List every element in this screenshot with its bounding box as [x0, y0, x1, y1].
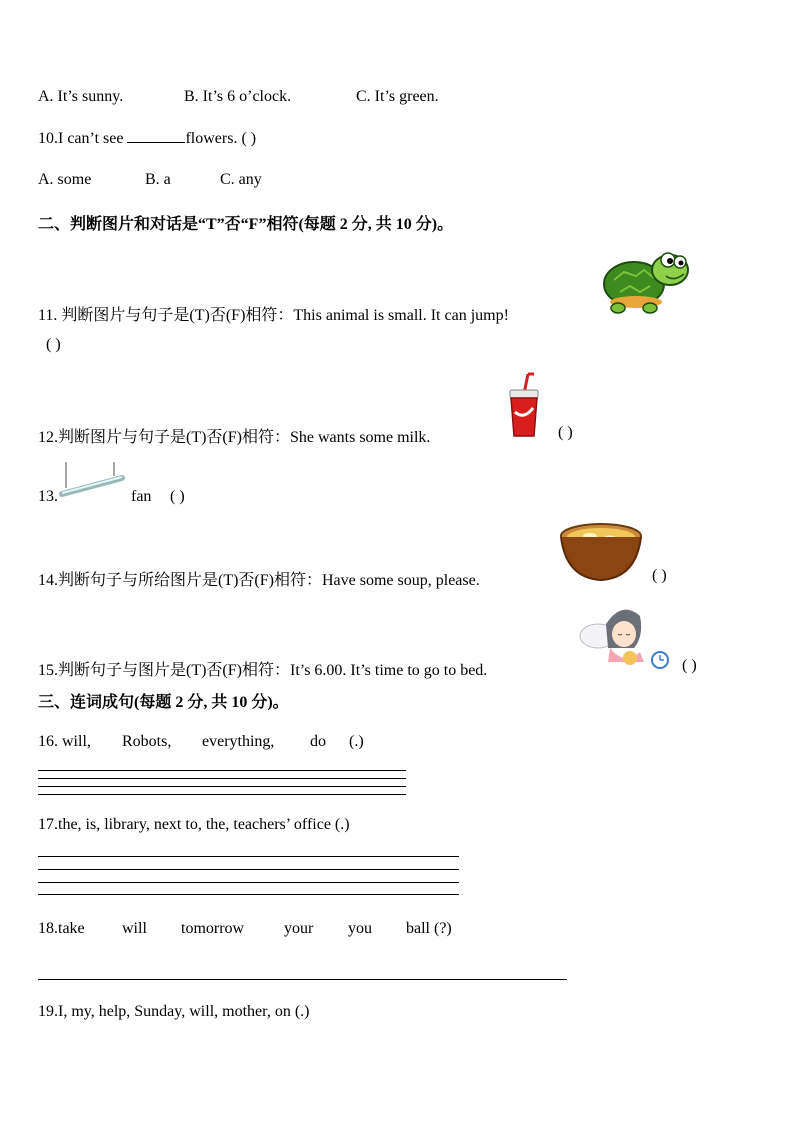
q16-word: Robots,	[122, 733, 172, 750]
q9-option-a: A. It’s sunny.	[38, 88, 124, 105]
girl-alarm-clock-icon	[578, 596, 672, 674]
q17-answer-line[interactable]	[38, 882, 459, 883]
q18-word: your	[284, 920, 314, 937]
q19-text: 19.I, my, help, Sunday, will, mother, on (.)	[38, 1003, 310, 1020]
q13-answer-paren[interactable]: ( )	[170, 488, 185, 505]
q17-answer-line[interactable]	[38, 869, 459, 870]
q10-prefix: 10.I can’t see	[38, 130, 128, 147]
section2-heading: 二、判断图片和对话是“T”否“F”相符(每题 2 分, 共 10 分)。	[38, 216, 454, 233]
q17-answer-line[interactable]	[38, 856, 459, 857]
q12-answer-paren[interactable]: ( )	[558, 424, 573, 441]
q16-answer-line[interactable]	[38, 794, 406, 795]
q9-option-c: C. It’s green.	[356, 88, 439, 105]
q17-text: 17.the, is, library, next to, the, teachers’ office (.)	[38, 816, 350, 833]
soup-bowl-icon	[558, 520, 644, 582]
q18-word: ball (?)	[406, 920, 452, 937]
q15-answer-paren[interactable]: ( )	[682, 657, 697, 674]
q16-word: (.)	[349, 733, 364, 750]
q18-word: tomorrow	[181, 920, 245, 937]
q10-blank[interactable]	[127, 130, 185, 143]
q10-option-b: B. a	[145, 171, 171, 188]
q18-word: 18.take	[38, 920, 85, 937]
q10-option-c: C. any	[220, 171, 262, 188]
q16-word: everything,	[202, 733, 275, 750]
q16-answer-line[interactable]	[38, 770, 406, 771]
q18-word: you	[348, 920, 372, 937]
q12-text: 12.判断图片与句子是(T)否(F)相符：She wants some milk.	[38, 429, 431, 446]
q13-word: fan	[131, 488, 152, 505]
q10-suffix: flowers. ( )	[185, 130, 257, 147]
q13-number: 13.	[38, 488, 58, 505]
q10-option-a: A. some	[38, 171, 92, 188]
q11-text: 11. 判断图片与句子是(T)否(F)相符：This animal is small. It can jump!	[38, 307, 509, 324]
q16-word: do	[310, 733, 326, 750]
q18-answer-line[interactable]	[38, 979, 567, 980]
section3-heading: 三、连词成句(每题 2 分, 共 10 分)。	[38, 694, 289, 711]
q14-text: 14.判断句子与所给图片是(T)否(F)相符：Have some soup, please.	[38, 572, 480, 589]
q18-word: will	[122, 920, 147, 937]
q11-answer-paren[interactable]: ( )	[46, 336, 61, 353]
cola-cup-icon	[504, 372, 544, 440]
tube-lamp-icon	[58, 460, 126, 502]
q16-answer-line[interactable]	[38, 778, 406, 779]
q15-text: 15.判断句子与图片是(T)否(F)相符：It’s 6.00. It’s time to go to bed.	[38, 662, 488, 679]
q16-word: 16. will,	[38, 733, 91, 750]
q16-answer-line[interactable]	[38, 786, 406, 787]
turtle-icon	[600, 246, 692, 316]
q14-answer-paren[interactable]: ( )	[652, 567, 667, 584]
q10-question	[38, 130, 256, 148]
q17-answer-line[interactable]	[38, 894, 459, 895]
q9-option-b: B. It’s 6 o’clock.	[184, 88, 292, 105]
